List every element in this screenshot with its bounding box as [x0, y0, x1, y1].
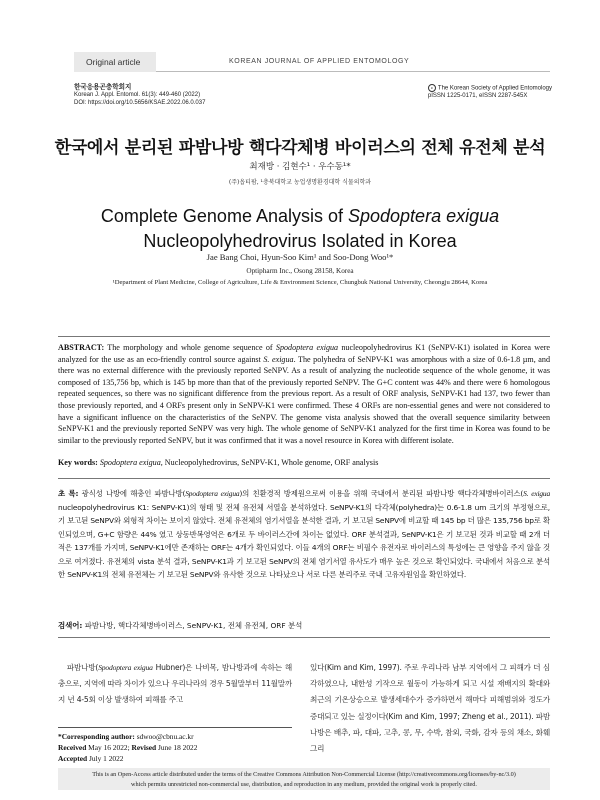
- keywords-label: Key words:: [58, 458, 98, 467]
- english-title-part1: Complete Genome Analysis of: [100, 206, 348, 226]
- accepted-date: July 1 2022: [87, 754, 124, 763]
- korean-abstract: [58, 487, 550, 582]
- korean-abstract-text: 광식성 나방에 해충인 파밤나방(: [78, 489, 186, 498]
- citation-text: Korean J. Appl. Entomol. 61(3): 449-460 (2022): [74, 91, 201, 98]
- korean-keywords-text: 파밤나방, 핵다각체병바이러스, SeNPV-K1, 전체 유전체, ORF 분석: [82, 621, 303, 630]
- korean-abstract-species: S. exigua: [523, 489, 550, 498]
- footnote-rule: [58, 727, 292, 728]
- korean-journal-name: 한국응용곤충학회지: [74, 84, 132, 91]
- abstract-text: The morphology and whole genome sequence of: [104, 343, 276, 352]
- korean-title: 한국에서 분리된 파밤나방 핵다각체병 바이러스의 전체 유전체 분석: [54, 138, 546, 158]
- journal-name: KOREAN JOURNAL OF APPLIED ENTOMOLOGY: [229, 58, 410, 65]
- received-date: May 16 2022;: [86, 743, 132, 752]
- korean-abstract-label: 초 록:: [58, 489, 79, 498]
- body-left-column: [58, 660, 292, 709]
- body-text: Hubner)은 나비목, 밤나방과에 속하는 해충으로, 지역에 따라 차이가 있으나 우리나라의 경우 5월말부터 11월말까지 년 4-5회 이상 발생하여 피해를 주고: [58, 663, 292, 705]
- issn-text: pISSN 1225-0171, eISSN 2287-545X: [427, 93, 528, 100]
- journal-header: [74, 52, 550, 72]
- article-type-tab: Original article: [74, 52, 156, 72]
- body-species: Spodoptera exigua: [98, 663, 153, 672]
- corresponding-author-label: *Corresponding author:: [58, 732, 135, 741]
- english-title-part2: Nucleopolyhedrovirus Isolated in Korea: [143, 231, 457, 251]
- body-divider: [58, 637, 550, 638]
- english-affiliation: ¹Department of Plant Medicine, College of Agriculture, Life & Environment Science, Chungbuk National University, Cheongju 28644, Korea: [112, 279, 488, 286]
- keywords-species: Spodoptera exigua: [99, 458, 161, 467]
- abstract-text: . The polyhedra of SeNPV-K1 was amorphous with a size of 0.6-1.8 µm, and there was no external difference with the previously reported SeNPV. As a result of analyzing the nucleotide sequence of the whole genome, it was composed of 135,756 bp, which is 145 bp more than that of the previously reported SeNPV. The G+C content was 44% and there were 6 homologous repeated sequences, so there was no significant difference from the previous report. As a result of ORF analysis, SeNPV-K1 had 137, two fewer than those previously reported, and 4 ORFs present only in SeNPV-K1 were confirmed. These 4 ORFs are non-essential genes and were not considered to have a significant influence on the characteristics of the SeNPV. The genome vista analysis showed that the overall sequence similarity between SeNPV-K1 and the previously reported SeNPV was very high. The whole genome of SeNPV-K1 analyzed for the first time in Korea was found to be similar to the previously reported SeNPV, but it was confirmed that it was a novel resource in Korea with different isolate.: [58, 354, 550, 445]
- korean-abstract-text: nucleopolyhedrovirus K1: SeNPV-K1)의 형태 및 전체 유전체 서열을 분석하였다. SeNPV-K1의 다각체(polyhedra)는 0.6-1.8 um 크기의 부정형으로, 기 보고된 SeNPV와 외형적 차이는 보이지 않았다. 전체 유전체의 염기서열을 분석한 결과, 기 보고된 SeNPV에 비교할 때 145 bp 더 많은 135,756 bp로 확인되었으며, G+C 함량은 44% 였고 상동반복영역은 6개로 두 바이러스간에 차이는 없었다. ORF 분석결과, SeNPV-K1은 기 보고된 것과 비교할 때 2개 더 적은 137개를 가지며, SeNPV-K1에만 존재하는 ORF는 4개가 확인되었다. 이들 4개의 ORF는 비필수 유전자로 바이러스의 특성에는 큰 영향을 주지 않을 것으로 여겨졌다. 유전체의 vista 분석 결과, SeNPV-K1과 기 보고된 SeNPV의 전체 염기서열 유사도가 매우 높은 것으로 확인되었다. 국내에서 처음으로 분석한 SeNPV-K1의 전체 유전체는 기 보고된 SeNPV와 유사한 것으로 나타났으나 서로 다른 분리주로 국내 고유자원임을 확인하였다.: [58, 502, 550, 579]
- revised-date: June 18 2022: [156, 743, 198, 752]
- license-box: [58, 768, 550, 790]
- license-line: which permits unrestricted non-commercial use, distribution, and reproduction in any medium, provided the original work is properly cited.: [131, 781, 477, 788]
- english-keywords: [58, 457, 550, 468]
- citation-block: [74, 84, 205, 107]
- body-text: 파밤나방(: [66, 663, 99, 672]
- english-abstract: [58, 342, 550, 446]
- korean-keywords: [58, 620, 550, 631]
- korean-affiliation: (주)옵티팜, ¹충북대학교 농업생명환경대학 식물의학과: [228, 179, 372, 186]
- received-label: Received: [58, 743, 87, 752]
- license-line: This is an Open-Access article distributed under the terms of the Creative Commons Attribution Non-Commercial License (http://creativecommons.org/licenses/by-nc/3.0): [92, 771, 516, 778]
- abstract-text: nucleopolyhedrovirus K1 (SeNPV-K1) isolated in Korea were analyzed for the use as an eco-friendly control source against: [58, 343, 551, 364]
- english-title: [0, 204, 600, 254]
- header-rule: [156, 71, 550, 72]
- english-organization: Optipharm Inc., Osong 28158, Korea: [246, 267, 354, 275]
- korean-abstract-species: Spodoptera exigua: [185, 489, 240, 498]
- copyright-icon: c: [428, 84, 436, 92]
- abstract-species: Spodoptera exigua: [275, 343, 339, 352]
- abstract-species: S. exigua: [263, 354, 294, 364]
- doi-link[interactable]: DOI: https://doi.org/10.5656/KSAE.2022.06.0.037: [74, 99, 206, 106]
- korean-authors: 최재방 · 김현수¹ · 우수동¹*: [249, 162, 351, 172]
- copyright-block: [428, 84, 552, 101]
- english-authors: Jae Bang Choi, Hyun-Soo Kim¹ and Soo-Dong Woo¹*: [206, 252, 394, 262]
- copyright-text: The Korean Society of Applied Entomology: [437, 85, 552, 92]
- abstract-label: ABSTRACT:: [58, 343, 105, 352]
- abstract-divider: [58, 336, 550, 337]
- body-right-column: 있다(Kim and Kim, 1997). 주로 우리나라 남부 지역에서 그 피해가 더 심각하였으나, 내한성 기작으로 월동이 가능하게 되고 시설 재배지의 확대와 최근의 기온상승으로 발생세대수가 증가하면서 해마다 피해범위와 정도가 증대되고 있는 실정이다(Kim and Kim, 1997; Zheng et al., 2011). 파밤나방은 배추, 파, 대파, 고추, 콩, 무, 수박, 참외, 국화, 감자 등의 채소, 화훼 그리: [310, 663, 550, 754]
- english-title-species: Spodoptera exigua: [348, 206, 500, 226]
- korean-abstract-text: )의 친환경적 방제원으로써 이용을 위해 국내에서 분리된 파밤나방 핵다각체병바이러스(: [239, 489, 524, 498]
- keywords-text: , Nucleopolyhedrovirus, SeNPV-K1, Whole genome, ORF analysis: [160, 458, 379, 467]
- revised-label: Revised: [131, 743, 157, 752]
- accepted-label: Accepted: [58, 754, 88, 763]
- korean-abstract-divider: [58, 478, 550, 479]
- korean-keywords-label: 검색어:: [58, 621, 83, 630]
- corresponding-email[interactable]: sdwoo@cbnu.ac.kr: [134, 732, 194, 741]
- correspondence-block: [58, 727, 292, 764]
